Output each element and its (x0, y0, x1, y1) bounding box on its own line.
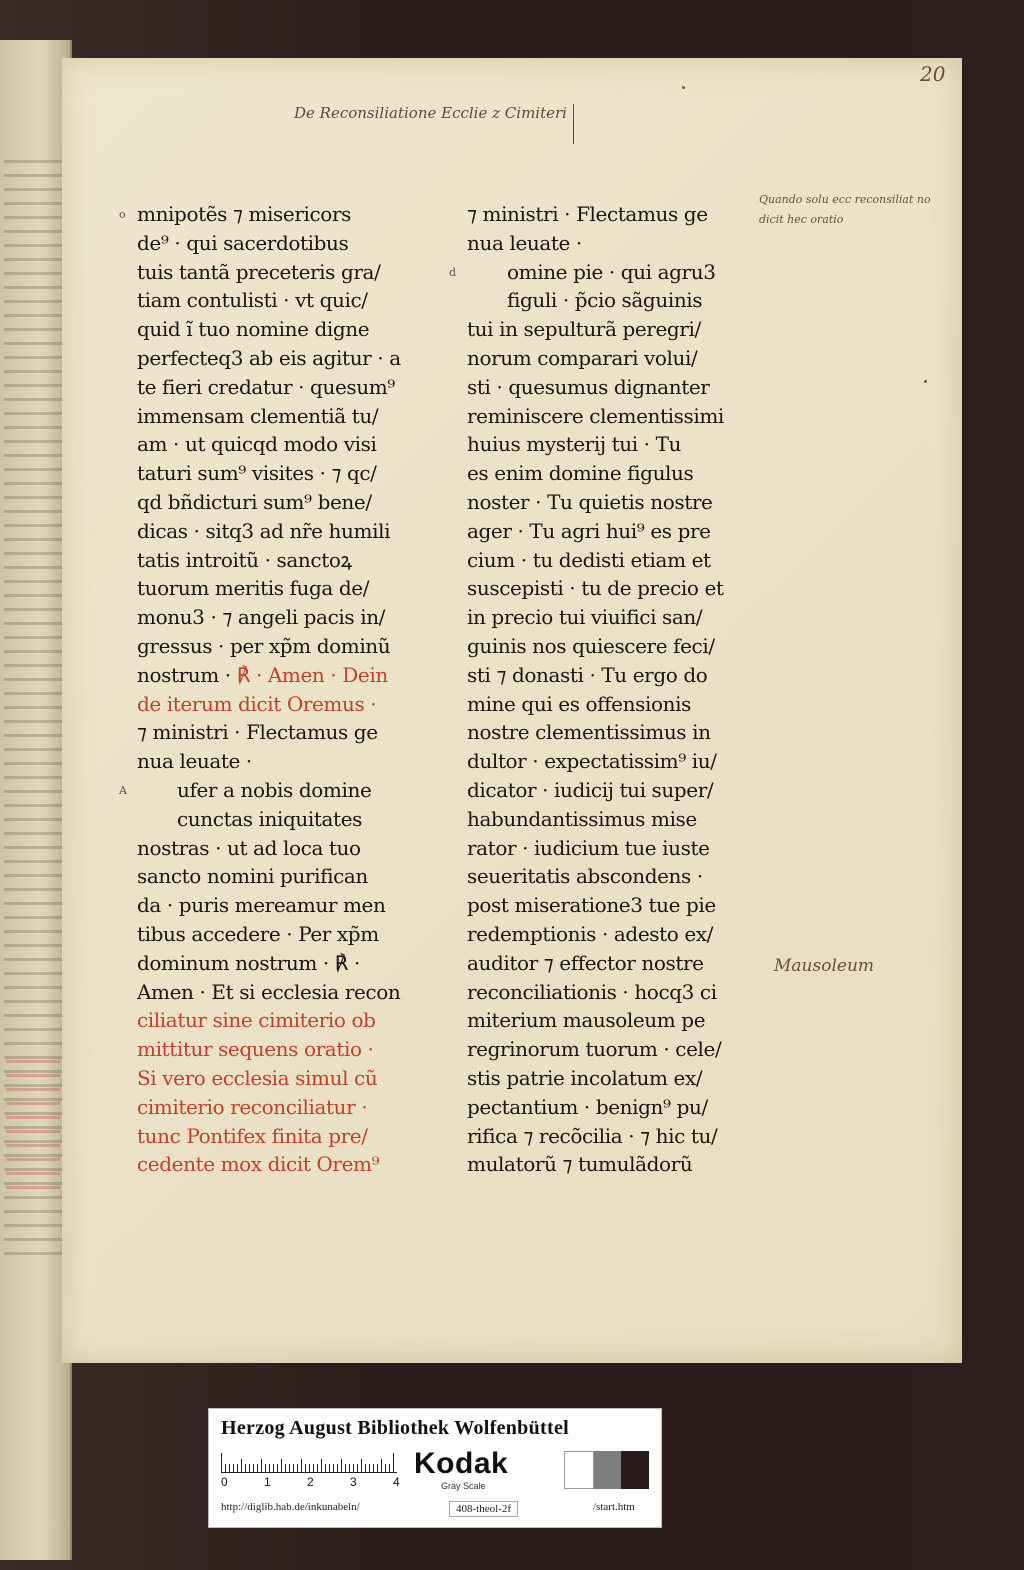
text-line: reminiscere clementissimi (467, 403, 724, 428)
initial-guide-letter: d (449, 265, 457, 279)
text-line: ufer a nobis domine (177, 777, 372, 802)
text-line: tui in sepulturã peregri/ (467, 317, 701, 342)
ruler-number: 1 (264, 1475, 271, 1489)
ruler-number: 4 (393, 1475, 400, 1489)
text-line: immensam clementiã tu/ (137, 403, 379, 428)
text-line: dultor · expectatissim⁹ iu/ (467, 749, 717, 774)
ruler-numbers (221, 1475, 411, 1489)
initial-guide-letter: o (119, 208, 126, 221)
kodak-logo: Kodak (414, 1447, 509, 1480)
ruler-tick (393, 1453, 394, 1473)
text-line: cedente mox dicit Orem⁹ (137, 1152, 380, 1177)
text-line: rator · iudicium tue iuste (467, 835, 710, 860)
text-line: Si vero ecclesia simul cũ (137, 1065, 378, 1090)
text-line: post miseratione3 tue pie (467, 893, 716, 918)
ruler-tick (321, 1459, 322, 1473)
text-line: cimiterio reconciliatur · (137, 1094, 368, 1119)
text-line: sancto nomini purifican (137, 864, 368, 889)
gray-swatch (594, 1451, 622, 1489)
text-line: huius mysterij tui · Tu (467, 432, 681, 457)
text-column-left (119, 200, 427, 1179)
text-line: monu3 · ⁊ angeli pacis in/ (137, 605, 386, 630)
ruler-tick (221, 1453, 222, 1473)
gray-scale-label: Gray Scale (441, 1481, 486, 1491)
source-url: http://diglib.hab.de/inkunabeln/ (221, 1501, 360, 1513)
text-line: es enim domine figulus (467, 461, 694, 486)
folio-number: 20 (920, 62, 946, 86)
ruler-tick (381, 1459, 382, 1473)
text-line: nostras · ut ad loca tuo (137, 835, 361, 860)
text-line: pectantium · benign⁹ pu/ (467, 1094, 708, 1119)
text-line: suscepisti · tu de precio et (467, 576, 724, 601)
text-line: ⁊ ministri · Flectamus ge (137, 720, 378, 745)
text-line: miterium mausoleum pe (467, 1008, 706, 1033)
text-line: dominum nostrum · ℟ · (137, 950, 360, 975)
text-line: Amen · Et si ecclesia recon (137, 979, 401, 1004)
text-line: am · ut quicqd modo visi (137, 432, 377, 457)
text-line: rifica ⁊ recõcilia · ⁊ hic tu/ (467, 1123, 718, 1148)
text-line: dicator · iudicij tui super/ (467, 777, 714, 802)
text-line: sti · quesumus dignanter (467, 374, 710, 399)
text-line: cium · tu dedisti etiam et (467, 547, 711, 572)
ruler-tick (281, 1459, 282, 1473)
text-line: dicas · sitq3 ad nr̃e humili (137, 518, 391, 543)
text-line: stis patrie incolatum ex/ (467, 1065, 703, 1090)
text-line: gressus · per xp̃m dominũ (137, 633, 391, 658)
text-line: redemptionis · adesto ex/ (467, 921, 714, 946)
text-line: seueritatis abscondens · (467, 864, 703, 889)
text-line: norum comparari volui/ (467, 345, 698, 370)
ruler-number: 3 (350, 1475, 357, 1489)
text-line: de iterum dicit Oremus · (137, 691, 377, 716)
text-line: ager · Tu agri hui⁹ es pre (467, 518, 711, 543)
ruler-number: 0 (221, 1475, 228, 1489)
text-line: mnipotẽs ⁊ misericors (137, 202, 351, 226)
text-line: noster · Tu quietis nostre (467, 489, 713, 514)
text-line: tunc Pontifex finita pre/ (137, 1123, 368, 1148)
text-line: qd bñdicturi sum⁹ bene/ (137, 489, 372, 514)
text-line: sti ⁊ donasti · Tu ergo do (467, 662, 708, 687)
text-line: nua leuate · (467, 230, 582, 255)
running-head (294, 104, 574, 144)
ruler-tick (301, 1459, 302, 1473)
text-line: nostre clementissimus in (467, 720, 711, 745)
text-line: cunctas iniquitates (177, 806, 362, 831)
marginal-note-top: Quando solu ecc reconsiliat no dicit hec oratio (759, 193, 931, 226)
text-line: omine pie · qui agru3 (507, 259, 716, 284)
ruler-tick (361, 1459, 362, 1473)
shelfmark: 408-theol-2f (449, 1501, 518, 1517)
text-line: mine qui es offensionis (467, 691, 691, 716)
start-path: /start.htm (593, 1501, 635, 1513)
marginal-note-middle: Mausoleum (774, 956, 875, 976)
text-line: guinis nos quiescere feci/ (467, 633, 715, 658)
ruler-tick (261, 1459, 262, 1473)
measurement-ruler (221, 1451, 401, 1473)
manuscript-page (62, 58, 962, 1363)
ink-speck (924, 380, 927, 383)
text-line: mulatorũ ⁊ tumulãdorũ (467, 1152, 693, 1177)
text-line: quid ĩ tuo nomine digne (137, 317, 370, 342)
running-head-text: De Reconsiliatione Ecclie z Cimiteri (294, 104, 567, 122)
initial-guide-letter: A (119, 784, 127, 797)
text-line: taturi sum⁹ visites · ⁊ qc/ (137, 461, 377, 486)
text-column-right (449, 200, 757, 1179)
gray-swatch (564, 1451, 594, 1489)
text-line: figuli · p̃cio sãguinis (507, 288, 703, 313)
text-line: reconciliationis · hocq3 ci (467, 979, 717, 1004)
text-line: tibus accedere · Per xp̃m (137, 921, 379, 946)
text-line: regrinorum tuorum · cele/ (467, 1037, 722, 1062)
adjacent-page-rubric (6, 1060, 60, 1200)
text-line: habundantissimus mise (467, 806, 697, 831)
text-line: de⁹ · qui sacerdotibus (137, 230, 349, 255)
text-line: tuorum meritis fuga de/ (137, 576, 370, 601)
ruler-tick (341, 1459, 342, 1473)
text-line: nua leuate · (137, 749, 252, 774)
ruler-number: 2 (307, 1475, 314, 1489)
text-line: ⁊ ministri · Flectamus ge (467, 202, 708, 226)
ink-speck (682, 86, 685, 89)
gray-swatches (564, 1451, 649, 1489)
text-line: nostrum · ℟ · Amen · Dein (137, 662, 388, 687)
text-line: te fieri credatur · quesum⁹ (137, 374, 395, 399)
ruler-baseline (221, 1472, 397, 1473)
ruler-tick (241, 1459, 242, 1473)
text-line: da · puris mereamur men (137, 893, 386, 918)
target-card (208, 1408, 662, 1528)
running-head-stroke (573, 104, 574, 144)
text-line: ciliatur sine cimiterio ob (137, 1008, 376, 1033)
library-title: Herzog August Bibliothek Wolfenbüttel (221, 1417, 569, 1439)
gray-swatch (621, 1451, 649, 1489)
text-line: tuis tantã preceteris gra/ (137, 259, 381, 284)
text-line: mittitur sequens oratio · (137, 1037, 374, 1062)
text-line: tiam contulisti · vt quic/ (137, 288, 368, 313)
text-line: auditor ⁊ effector nostre (467, 950, 704, 975)
text-line: in precio tui viuifici san/ (467, 605, 703, 630)
text-line: tatis introitũ · sanctoꝝ (137, 547, 352, 572)
text-line: perfecteq3 ab eis agitur · a (137, 345, 401, 370)
